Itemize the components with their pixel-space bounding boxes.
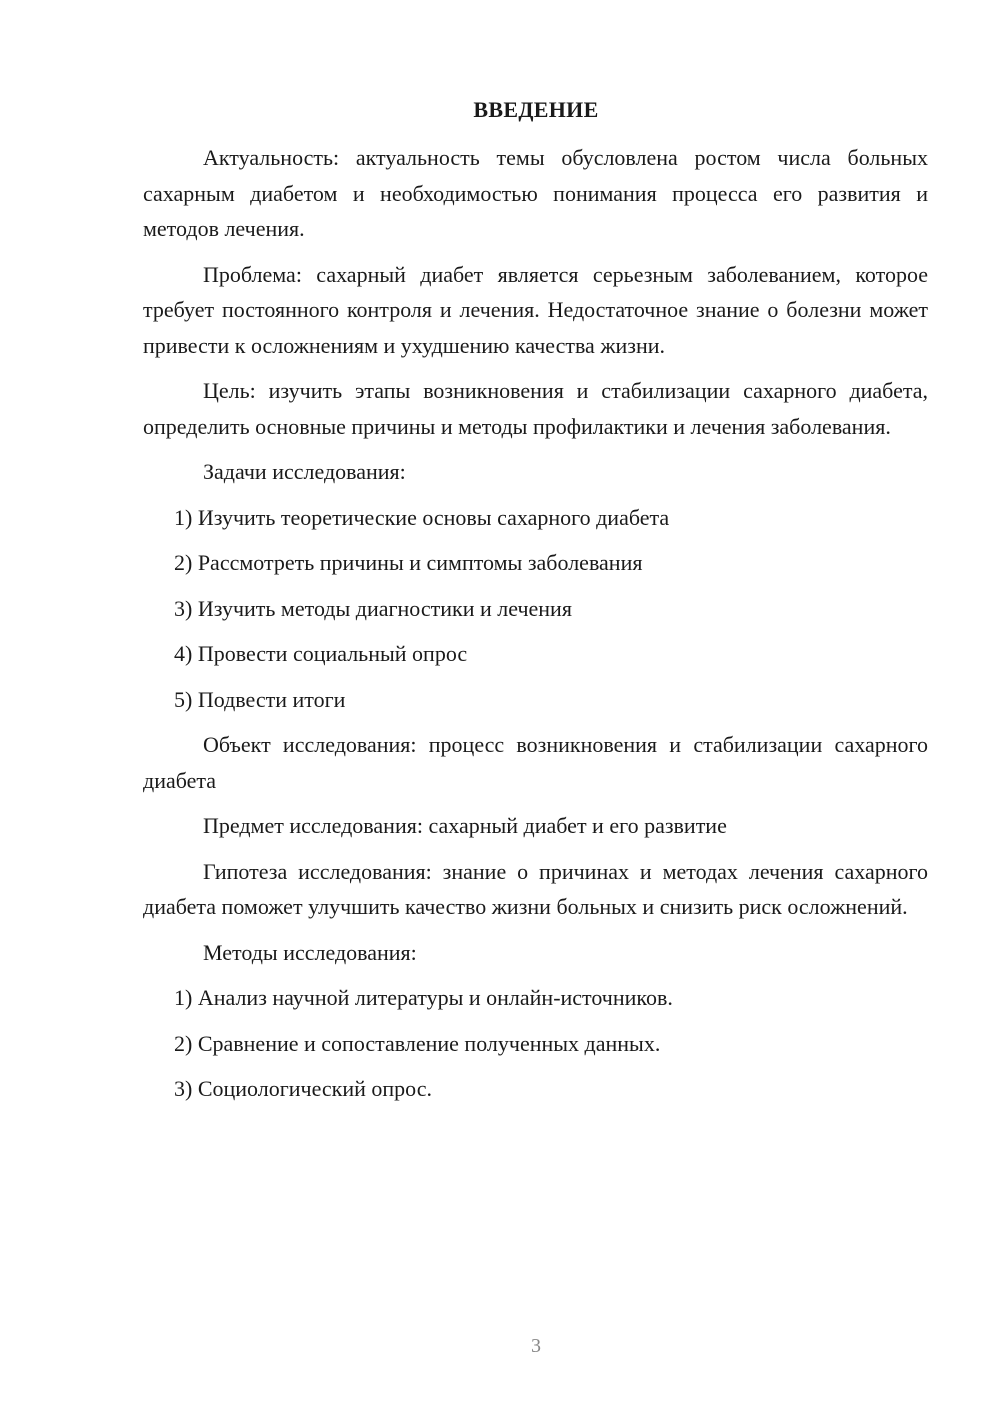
relevance-paragraph: Актуальность: актуальность темы обусловлена ростом числа больных сахарным диабетом и необходимостью понимания процесса его развития и методов лечения. — [143, 145, 928, 241]
task-item-2: 2) Рассмотреть причины и симптомы заболевания — [174, 550, 643, 575]
problem-paragraph: Проблема: сахарный диабет является серьезным заболеванием, которое требует постоянного контроля и лечения. Недостаточное знание о болезни может привести к осложнениям и ухудшению качества жизни. — [143, 261, 928, 358]
task-item-1: 1) Изучить теоретические основы сахарного диабета — [174, 504, 670, 530]
task-item-3: 3) Изучить методы диагностики и лечения — [174, 595, 572, 621]
task-item-5: 5) Подвести итоги — [174, 686, 346, 712]
page-number: 3 — [531, 1335, 541, 1357]
subject-line: Предмет исследования: сахарный диабет и его развитие — [203, 813, 727, 838]
method-item-2: 2) Сравнение и сопоставление полученных данных. — [174, 1030, 661, 1056]
method-item-3: 3) Социологический опрос. — [174, 1076, 432, 1101]
tasks-title: Задачи исследования: — [203, 459, 406, 484]
method-item-1: 1) Анализ научной литературы и онлайн-источников. — [174, 985, 673, 1010]
task-item-4: 4) Провести социальный опрос — [174, 641, 468, 666]
section-heading: ВВЕДЕНИЕ — [473, 97, 599, 122]
hypothesis-paragraph: Гипотеза исследования: знание о причинах и методах лечения сахарного диабета поможет улучшить качество жизни больных и снизить риск осложнений. — [143, 858, 928, 919]
goal-paragraph: Цель: изучить этапы возникновения и стабилизации сахарного диабета, определить основные причины и методы профилактики и лечения заболевания. — [143, 378, 928, 439]
object-paragraph: Объект исследования: процесс возникновения и стабилизации сахарного диабета — [143, 732, 928, 793]
methods-title: Методы исследования: — [203, 939, 417, 965]
document-body — [143, 140, 928, 1117]
